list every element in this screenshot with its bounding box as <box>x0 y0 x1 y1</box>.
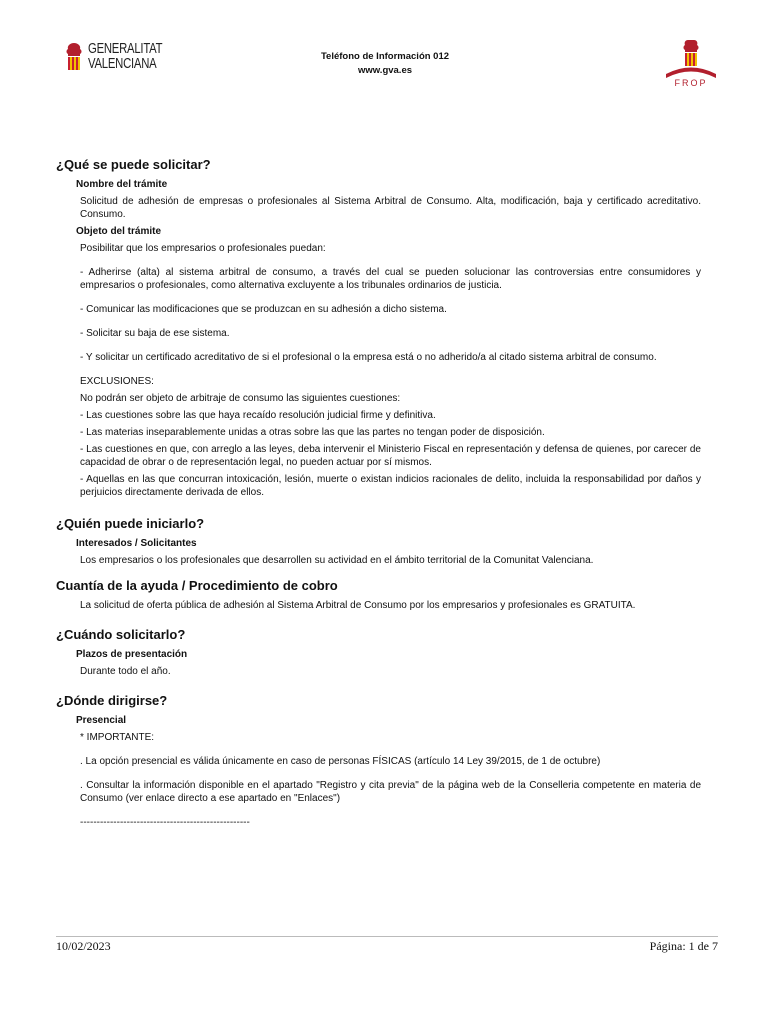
logo-line-1: GENERALITAT <box>88 41 163 57</box>
frop-logo <box>664 38 718 88</box>
section-title: ¿Quién puede iniciarlo? <box>56 516 205 531</box>
paragraph: - Adherirse (alta) al sistema arbitral de consumo, a través del cual se pueden solucionar las controversias entre consumidores y empresarios o profesionales, como alternativa excluyente a los tribunales ordinarios de justicia. <box>80 267 701 291</box>
paragraph: Los empresarios o los profesionales que desarrollen su actividad en el ámbito territorial de la Comunitat Valenciana. <box>80 555 594 566</box>
paragraph: --------------------------------------------------- <box>80 817 250 828</box>
paragraph: . La opción presencial es válida únicamente en caso de personas FÍSICAS (artículo 14 Ley 39/2015, de 1 de octubre) <box>80 756 601 767</box>
paragraph: Posibilitar que los empresarios o profesionales puedan: <box>80 243 326 254</box>
paragraph: - Solicitar su baja de ese sistema. <box>80 328 230 339</box>
field-label: Interesados / Solicitantes <box>76 538 197 549</box>
paragraph: - Comunicar las modificaciones que se produzcan en su adhesión a dicho sistema. <box>80 304 447 315</box>
page-header <box>0 0 770 100</box>
paragraph: - Aquellas en las que concurran intoxicación, lesión, muerte o existan indicios racionales de delito, incluida la responsabilidad por daños y perjuicios directamente derivada de ellos. <box>80 474 701 498</box>
footer-date: 10/02/2023 <box>56 939 111 953</box>
paragraph: - Las cuestiones en que, con arreglo a las leyes, deba intervenir el Ministerio Fiscal en representación y defensa de quienes, por carecer de capacidad de obrar o de representación legal, no pueden actuar por sí mismos. <box>80 444 701 468</box>
paragraph: . Consultar la información disponible en el apartado "Registro y cita previa" de la página web de la Conselleria competente en materia de Consumo (ver enlace directo a ese apartado en "Enlaces") <box>80 780 701 804</box>
section-title: ¿Cuándo solicitarlo? <box>56 627 186 642</box>
paragraph: La solicitud de oferta pública de adhesión al Sistema Arbitral de Consumo por los empresarios y profesionales es GRATUITA. <box>80 600 636 611</box>
field-label: Plazos de presentación <box>76 649 188 660</box>
section-title: ¿Dónde dirigirse? <box>56 693 168 708</box>
paragraph: - Y solicitar un certificado acreditativo de si el profesional o la empresa está o no adherido/a al citado sistema arbitral de consumo. <box>80 352 657 363</box>
section <box>56 692 701 829</box>
phone-info: Teléfono de Información 012 <box>320 51 450 62</box>
section <box>56 577 701 612</box>
paragraph: Durante todo el año. <box>80 666 171 677</box>
paragraph: - Las cuestiones sobre las que haya recaído resolución judicial firme y definitiva. <box>80 410 436 421</box>
field-label: Presencial <box>76 715 127 726</box>
paragraph: EXCLUSIONES: <box>80 376 154 387</box>
field-label: Nombre del trámite <box>76 179 168 190</box>
website-link[interactable]: www.gva.es <box>357 65 413 76</box>
paragraph: * IMPORTANTE: <box>80 732 155 743</box>
section <box>56 515 701 567</box>
paragraph: No podrán ser objeto de arbitraje de consumo las siguientes cuestiones: <box>80 393 401 404</box>
paragraph: - Las materias inseparablemente unidas a otras sobre las que las partes no tengan poder de disposición. <box>80 427 545 438</box>
logo-line-2: VALENCIANA <box>88 56 157 72</box>
frop-crest-icon <box>684 40 699 66</box>
section-title: ¿Qué se puede solicitar? <box>56 157 211 172</box>
contact-info <box>0 50 770 78</box>
field-label: Objeto del trámite <box>76 226 162 237</box>
section-title: Cuantía de la ayuda / Procedimiento de cobro <box>56 578 338 593</box>
document-body <box>56 156 701 829</box>
footer-divider <box>56 936 718 937</box>
frop-label: FROP <box>674 78 708 88</box>
section <box>56 156 701 499</box>
page-number: Página: 1 de 7 <box>649 939 718 953</box>
section <box>56 626 701 678</box>
paragraph: Solicitud de adhesión de empresas o profesionales al Sistema Arbitral de Consumo. Alta, modificación, baja y certificado acreditativo. Consumo. <box>80 196 701 220</box>
